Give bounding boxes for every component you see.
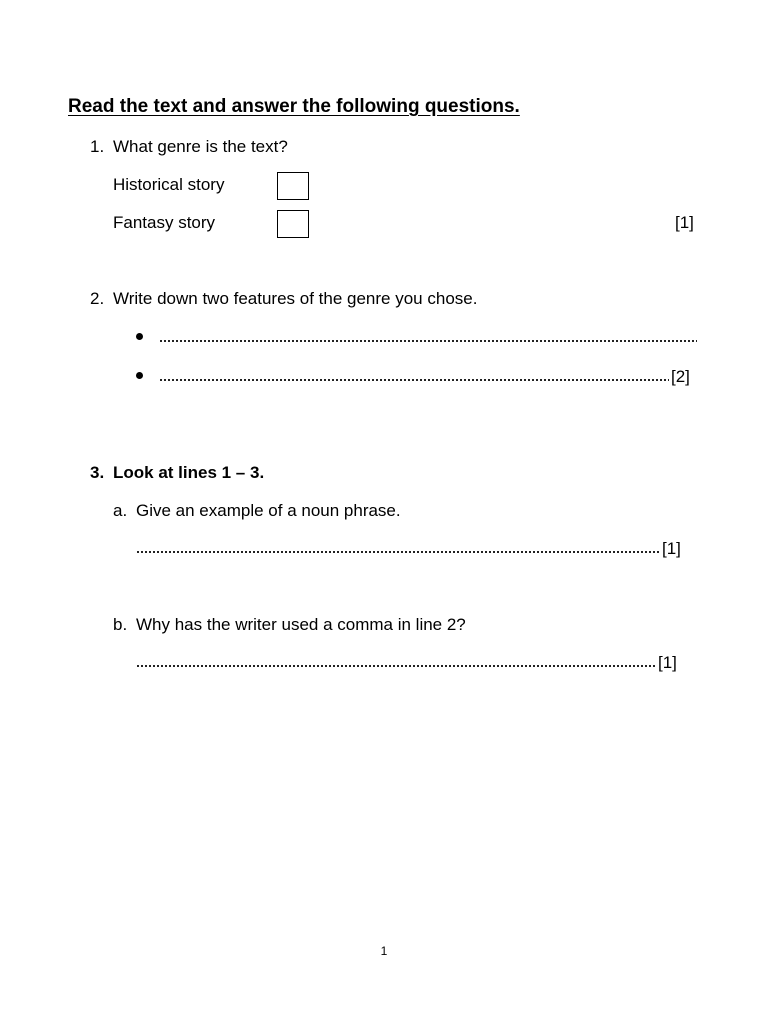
answer-line-3b[interactable] — [136, 664, 656, 668]
question-1-marks: [1] — [675, 213, 694, 232]
question-3a-letter: a. — [113, 501, 128, 520]
question-3-text: Look at lines 1 – 3. — [113, 463, 265, 482]
question-1-number: 1. — [90, 137, 105, 156]
question-2-text: Write down two features of the genre you chose. — [113, 289, 478, 308]
question-3b-marks: [1] — [658, 653, 677, 672]
option-historical-label: Historical story — [113, 175, 225, 194]
question-3b-letter: b. — [113, 615, 128, 634]
question-1-text: What genre is the text? — [113, 137, 288, 156]
answer-line-2-2[interactable] — [159, 378, 669, 382]
answer-line-3a[interactable] — [136, 550, 660, 554]
fantasy-story-checkbox[interactable] — [277, 210, 309, 238]
page-number: 1 — [380, 944, 388, 958]
answer-line-2-1[interactable] — [159, 339, 697, 343]
question-3a-marks: [1] — [662, 539, 681, 558]
question-3b-text: Why has the writer used a comma in line 2? — [136, 615, 466, 634]
question-3a-text: Give an example of a noun phrase. — [136, 501, 401, 520]
question-3-number: 3. — [90, 463, 105, 482]
option-fantasy-label: Fantasy story — [113, 213, 216, 232]
historical-story-checkbox[interactable] — [277, 172, 309, 200]
bullet-2 — [136, 372, 143, 379]
page-title: Read the text and answer the following questions. — [68, 96, 520, 117]
bullet-1 — [136, 333, 143, 340]
question-2-number: 2. — [90, 289, 105, 308]
question-2-marks: [2] — [671, 367, 690, 386]
